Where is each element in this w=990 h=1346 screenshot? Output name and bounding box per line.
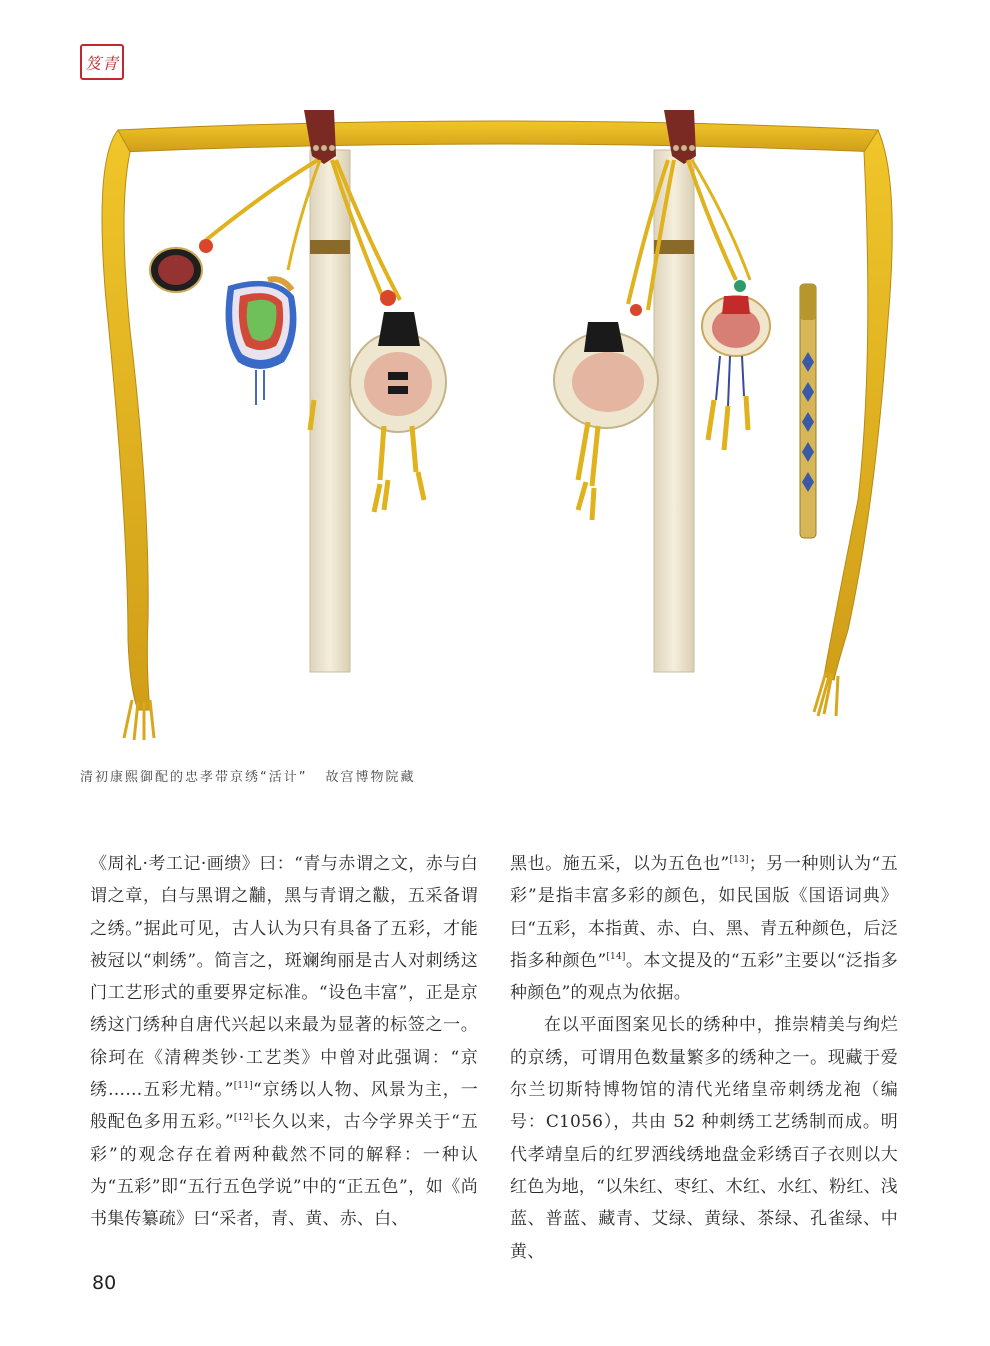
paragraph: 黑也。施五采，以为五色也”[13]；另一种则认为“五彩”是指丰富多彩的颜色，如民国版《国语词典》曰“五彩，本指黄、赤、白、黑、青五种颜色，后泛指多种颜色”[14]。本文提及的“五彩”主要以“泛指多种颜色”的观点为依据。: [510, 854, 898, 1004]
citation-11: [11]: [233, 1081, 253, 1092]
text-column-left: [90, 848, 478, 1236]
paragraph: 《周礼·考工记·画缋》曰：“青与赤谓之文，赤与白谓之章，白与黑谓之黼，黑与青谓之黻，五采备谓之绣。”据此可见，古人认为只有具备了五彩，才能被冠以“刺绣”。简言之，斑斓绚丽是古人对刺绣这门工艺形式的重要界定标准。“设色丰富”，正是京绣这门绣种自唐代兴起以来最为显著的标签之一。徐珂在《清稗类钞·工艺类》中曾对此强调：“京绣……五彩尤精。”[11]“京绣以人物、风景为主，一般配色多用五彩。”[12]长久以来，古今学界关于“五彩”的观念存在着两种截然不同的解释：一种认为“五彩”即“五行五色学说”中的“正五色”，如《尚书集传纂疏》曰“采者，青、黄、赤、白、: [90, 854, 478, 1230]
figure-caption: [80, 766, 416, 785]
citation-13: [13]: [729, 855, 749, 865]
belt-artifact-illustration: [88, 100, 908, 740]
caption-title: 清初康熙御配的忠孝带京绣“活计”: [80, 770, 308, 785]
publication-seal-logo: 笈青: [80, 44, 124, 80]
text-column-right: [510, 848, 898, 1268]
paragraph: 在以平面图案见长的绣种中，推崇精美与绚烂的京绣，可谓用色数量繁多的绣种之一。现藏于爱尔兰切斯特博物馆的清代光绪皇帝刺绣龙袍（编号：C1056），共由 52 种刺绣工艺绣制而成。明代孝靖皇后的红罗洒线绣地盘金彩绣百子衣则以大红色为地，“以朱红、枣红、木红、水红、粉红、浅蓝、普蓝、藏青、艾绿、黄绿、茶绿、孔雀绿、中黄、: [510, 1015, 898, 1262]
citation-12: [12]: [233, 1113, 254, 1124]
page-number: 80: [92, 1272, 117, 1294]
caption-source: 故宫博物院藏: [325, 770, 416, 785]
citation-14: [14]: [606, 951, 626, 962]
